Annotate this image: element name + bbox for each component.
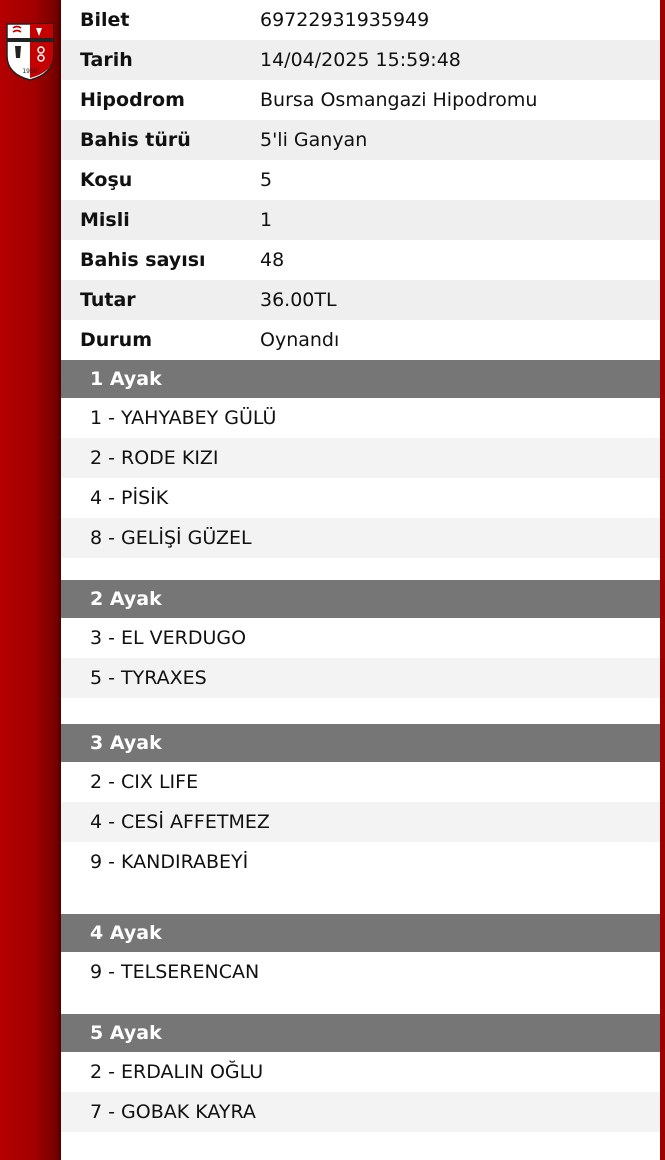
leg-header: 3 Ayak	[61, 724, 660, 762]
horse-item: 8 - GELİŞİ GÜZEL	[61, 518, 660, 558]
horse-item: 2 - CIX LIFE	[90, 771, 199, 793]
ticket-row-value: 69722931935949	[260, 9, 430, 31]
ticket-row-label: Tutar	[80, 289, 136, 311]
ticket-row	[61, 80, 660, 120]
ticket-row-label: Bilet	[80, 9, 130, 31]
horse-item: 9 - TELSERENCAN	[90, 961, 260, 983]
horse-item: 2 - RODE KIZI	[61, 438, 660, 478]
horse-item: 4 - PİSİK	[90, 487, 169, 509]
ticket-row-label: Koşu	[80, 169, 133, 191]
ticket-row	[61, 120, 660, 160]
ticket-row	[61, 0, 660, 40]
ticket-row-value: Oynandı	[260, 329, 340, 351]
ticket-row-value: 5	[260, 169, 273, 191]
leg-section	[61, 580, 660, 724]
ticket-row-label: Bahis türü	[80, 129, 191, 151]
legs-section	[61, 360, 660, 1132]
svg-text:1950: 1950	[22, 68, 38, 75]
ticket-info-table	[61, 0, 660, 360]
ticket-row	[61, 240, 660, 280]
leg-header: 2 Ayak	[61, 580, 660, 618]
leg-section	[61, 360, 660, 580]
horse-item: 9 - KANDIRABEYİ	[90, 851, 249, 873]
horse-item: 7 - GOBAK KAYRA	[61, 1092, 660, 1132]
leg-header: 5 Ayak	[61, 1014, 660, 1052]
ticket-row-label: Misli	[80, 209, 130, 231]
ticket-row	[61, 280, 660, 320]
leg-header: 4 Ayak	[61, 914, 660, 952]
leg-header: 1 Ayak	[61, 360, 660, 398]
horse-item: 2 - ERDALIN OĞLU	[90, 1061, 264, 1083]
ticket-row-value: 48	[260, 249, 285, 271]
leg-section	[61, 724, 660, 914]
ticket-row	[61, 160, 660, 200]
ticket-row	[61, 320, 660, 360]
leg-section	[61, 914, 660, 1014]
leg-section	[61, 1014, 660, 1132]
side-rail	[0, 0, 61, 1160]
horse-item: 5 - TYRAXES	[61, 658, 660, 698]
right-edge	[660, 0, 665, 1160]
ticket-row-value: Bursa Osmangazi Hipodromu	[260, 89, 538, 111]
ticket-row-value: 1	[260, 209, 273, 231]
horse-item: 1 - YAHYABEY GÜLÜ	[90, 407, 277, 429]
ticket-detail-panel	[61, 0, 660, 1160]
ticket-row	[61, 200, 660, 240]
ticket-row-label: Tarih	[80, 49, 133, 71]
ticket-row-value: 5'li Ganyan	[260, 129, 368, 151]
ticket-row-label: Bahis sayısı	[80, 249, 206, 271]
ticket-row-value: 14/04/2025 15:59:48	[260, 49, 461, 71]
ticket-row-value: 36.00TL	[260, 289, 337, 311]
ticket-row-label: Durum	[80, 329, 152, 351]
ticket-row	[61, 40, 660, 80]
horse-item: 3 - EL VERDUGO	[90, 627, 247, 649]
ticket-row-label: Hipodrom	[80, 89, 185, 111]
club-crest-logo	[5, 20, 55, 82]
horse-item: 4 - CESİ AFFETMEZ	[61, 802, 660, 842]
